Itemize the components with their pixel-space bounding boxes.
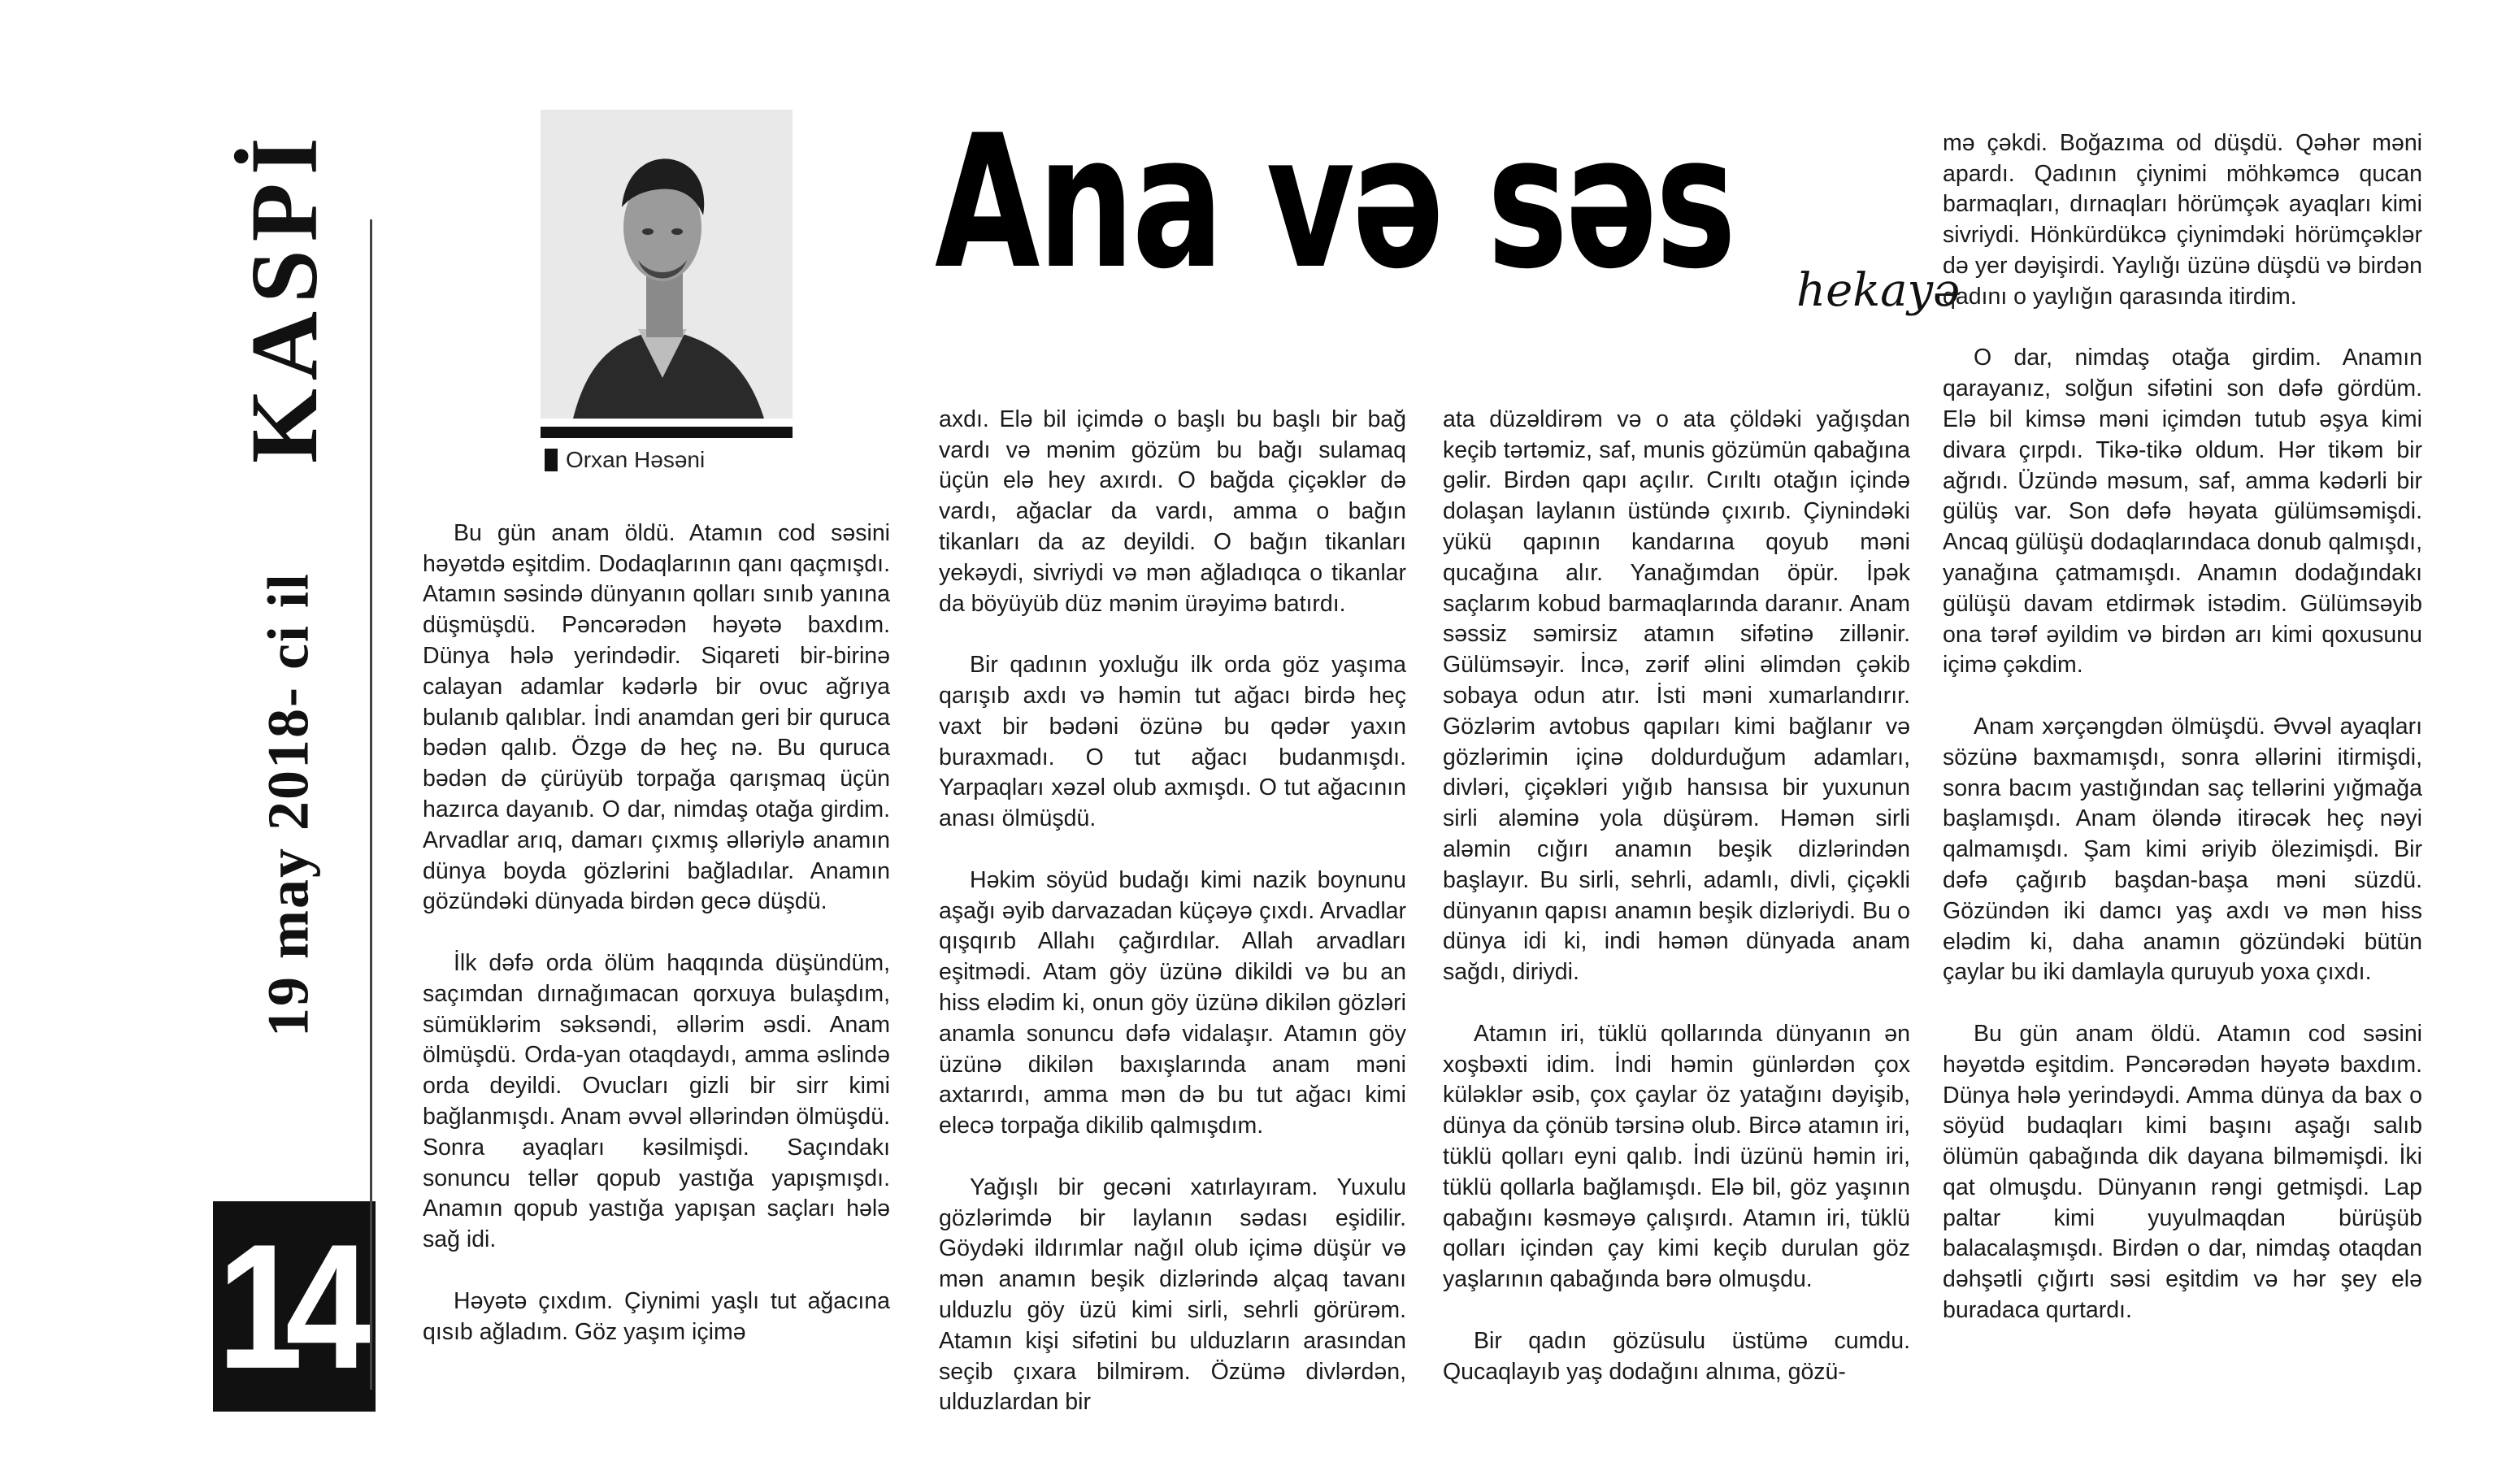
paragraph: O dar, nimdaş otağa girdim. Anamın qarayanız, solğun sifətini son dəfə gördüm. Elə bil kimsə məni içimdən tutub əşya kimi divara çırpdı. Tikə-tikə oldum. Hər tikəm bir ağrıdı. Üzündə məsum, saf, amma kədərli bir gülüş var. Son dəfə həyata gülümsəmişdi. Ancaq gülüşü dodaqlarındaca donub qalmışdı, yanağına çatmamışdı. Anamın dodağındakı gülüşü davam etdirmək istədim. Gülümsəyib ona tərəf əyildim və birdən arı kimi qoxusunu içimə çəkdim. xyxy=(1943,345,2422,679)
paragraph: mə çəkdi. Boğazıma od düşdü. Qəhər məni apardı. Qadının çiynimi möhkəmcə qucan barmaqları, dırnaqları hörümçək ayaqları kimi sivriydi. Hönkürdükcə çiynimdəki hörümçəklər də yer dəyişirdi. Yaylığı üzünə düşdü və birdən qadını o yaylığın qarasında itirdim. xyxy=(1943,129,2422,310)
paragraph: Bir qadının yoxluğu ilk orda göz yaşıma qarışıb axdı və həmin tut ağacı birdə heç vaxt bir bədəni özünə bu qədər yaxın buraxmadı. O tut ağacı budanmışdı. Yarpaqları xəzəl olub axmışdı. O tut ağacının anası ölmüşdü. xyxy=(939,652,1406,832)
author-photo xyxy=(541,110,793,419)
byline xyxy=(545,447,705,473)
masthead-sidebar xyxy=(0,0,382,1484)
page-number: 14 xyxy=(213,1201,376,1412)
paragraph: ata düzəldirəm və o ata çöldəki yağışdan keçib tərtəmiz, saf, munis gözümün qabağına gəlir. Birdən qapı açılır. Cırıltı otağın içində dolaşan laylanın üstündə çıxırıb. Çiynindəki yükü qapının kandarına qoyub məni qucağına alır. Yanağımdan öpür. İpək saçlarım kobud barmaqlarında daranır. Anam səssiz səmirsiz atamın sifətinə zillənir. Gülümsəyir. İncə, zərif əlini əlimdən çəkib sobaya odun atır. İsti məni xumarlandırır. Gözlərim avtobus qapıları kimi bağlanır və gözlərimin içinə doldurduğum adamları, divləri, çiçəkləri yığıb hansısa bir yuxunun sirli aləminə yola düşürəm. Həmən sirli aləmin cığırı anamın beşik dizlərindən başlayır. Bu sirli, sehrli, adamlı, divli, çiçəkli dünyanın qapısı anamın beşik dizləriydi. Bu o dünya idi ki, indi həmən dünyada anam sağdı, diriydi. xyxy=(1443,406,1910,986)
paragraph: Anam xərçəngdən ölmüşdü. Əvvəl ayaqları sözünə baxmamışdı, sonra əllərini itirmişdi, sonra bacım yastığından saç tellərini yığmağa başlamışdı. Anam öləndə itirəcək heç nəyi qalmamışdı. Şam kimi əriyib ölezimişdi. Bir dəfə çağırıb başdan-başa məni süzdü. Gözündən iki damcı yaş axdı və mən hiss elədim ki, daha anamın gözündəki bütün çaylar bu iki damlayla quruyub yoxa çıxdı. xyxy=(1943,713,2422,986)
author-portrait-icon xyxy=(541,110,793,419)
text-column-1 xyxy=(423,488,890,1378)
paragraph: Bu gün anam öldü. Atamın cod səsini həyətdə eşitdim. Pəncərədən həyətə baxdım. Dünya hələ yerindəydi. Amma dünya da bax o söyüd budaqları kimi başını aşağı salıb ölümün qabağında dik dayana bilməmişdi. İki qat olmuşdu. Dünyanın rəngi getmişdi. Lap paltar kimi yuyulmaqdan bürüşüb balacalaşmışdı. Birdən o dar, nimdaş otaqdan dəhşətli çığırtı səsi eşitdim və hər şey elə buradaca qurtardı. xyxy=(1943,1020,2422,1324)
text-column-3 xyxy=(1443,374,1910,1418)
article-title: Ana və səs xyxy=(935,96,1735,310)
issue-date: 19 may 2018- ci il xyxy=(255,572,321,1037)
photo-divider xyxy=(541,427,793,438)
paragraph: Həyətə çıxdım. Çiynimi yaşlı tut ağacına qısıb ağladım. Göz yaşım içimə xyxy=(423,1287,890,1345)
paragraph: Bir qadın gözüsulu üstümə cumdu. Qucaqlayıb yaş dodağını alnıma, gözü- xyxy=(1443,1327,1910,1385)
paragraph: Bu gün anam öldü. Atamın cod səsini həyətdə eşitdim. Dodaqlarının qanı qaçmışdı. Atamın səsində dünyanın qolları sınıb yanına düşmüşdü. Pəncərədən həyətə baxdım. Dünya hələ yerindədir. Siqareti bir-birinə calayan adamlar kədərlə bir ovuc ağrıya bulanıb qalıblar. İndi anamdan geri bir quruca bədən qalıb. Özgə də heç nə. Bu quruca bədən də çürüyüb torpağa qarışmaq üçün hazırca dayanıb. O dar, nimdaş otağa girdim. Arvadlar arıq, damarı çıxmış əlləriylə anamın dünya boyda gözlərini bağladılar. Anamın gözündəki dünyada birdən gecə düşdü. xyxy=(423,519,890,915)
newspaper-name: KASPİ xyxy=(231,129,337,464)
text-column-4 xyxy=(1943,98,2422,1357)
text-column-2 xyxy=(939,374,1406,1449)
sidebar-divider xyxy=(370,219,372,1390)
article-genre: hekayə xyxy=(1796,264,1961,317)
paragraph: axdı. Elə bil içimdə o başlı bu başlı bir bağ vardı və mənim gözüm bu bağı sulamaq üçün elə hey axırdı. O bağda çiçəklər də vardı, ağaclar da vardı, amma o bağın tikanları da az deyildi. O bağın tikanları yekəydi, sivriydi və mən ağladıqca o tikanlar da böyüyüb düz mənim ürəyimə batırdı. xyxy=(939,406,1406,617)
paragraph: Həkim söyüd budağı kimi nazik boynunu aşağı əyib darvazadan küçəyə çıxdı. Arvadlar qışqırıb Allahı çağırdılar. Allah arvadları eşitmədi. Atam göy üzünə dikildi və bu an hiss elədim ki, onun göy üzünə dikilən gözləri anamla sonuncu dəfə vidalaşır. Atamın göy üzünə dikilən baxışlarında anam məni axtarırdı, amma mən də bu tut ağacı kimi elecə torpağa dikilib qalmışdım. xyxy=(939,866,1406,1139)
paragraph: Atamın iri, tüklü qollarında dünyanın ən xoşbəxti idim. İndi həmin günlərdən çox küləklər əsib, çox çaylar öz yatağını dəyişib, dünya da çönüb tərsinə olub. Bircə atamın iri, tüklü qolları eyni qalıb. İndi üzünü həmin iri, tüklü qollarla bağlamışdı. Elə bil, göz yaşının qabağını kəsməyə çalışırdı. Atamın iri, tüklü qolları içindən çay kimi keçib durulan göz yaşlarının qabağında bərə olmuşdu. xyxy=(1443,1020,1910,1293)
author-name: Orxan Həsəni xyxy=(566,447,706,472)
byline-marker xyxy=(545,449,558,471)
paragraph: İlk dəfə orda ölüm haqqında düşündüm, saçımdan dırnağımacan qorxuya bulaşdım, sümüklərim səksəndi, əllərim əsdi. Anam ölmüşdü. Orda-yan otaqdaydı, amma əslində orda deyildi. Ovucları gizli bir sirr kimi bağlanmışdı. Anam əvvəl əllərindən ölmüşdü. Sonra ayaqları kəsilmişdi. Saçındakı sonuncu tellər qopub yastığa yapışmışdı. Anamın qopub yastığa yapışan saçları hələ sağ idi. xyxy=(423,949,890,1253)
paragraph: Yağışlı bir gecəni xatırlayıram. Yuxulu gözlərimdə bir laylanın sədası eşidilir. Göydəki ildırımlar nağıl olub içimə düşür və mən anamın beşik dizlərində alçaq tavanı ulduzlu göy üzü kimi sirli, sehrli görürəm. Atamın kişi sifətini bu ulduzların arasından seçib çıxara bilmirəm. Özümə divlərdən, ulduzlardan bir xyxy=(939,1174,1406,1416)
